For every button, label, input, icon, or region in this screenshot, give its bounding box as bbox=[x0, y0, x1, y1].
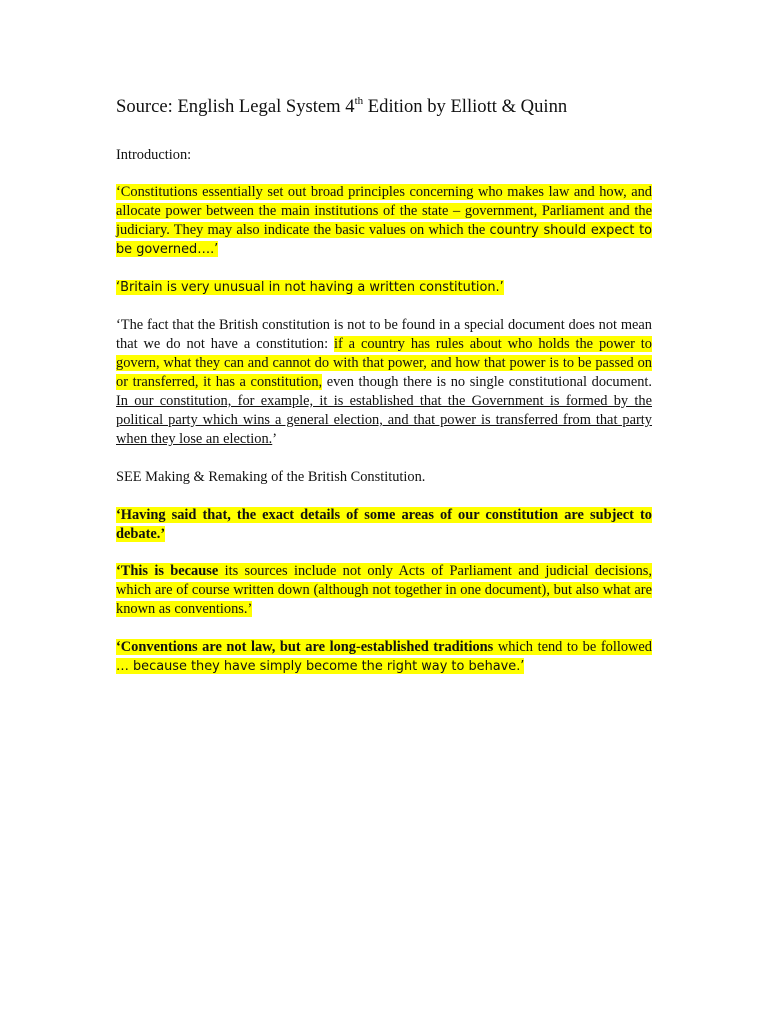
paragraph-having-said bbox=[116, 506, 652, 544]
underlined-government: In our constitution, for example, it is established that the Government is formed by the political party which wins a general election, and that power is transferred from that party when they lose an election. bbox=[116, 393, 652, 447]
title-suffix: Edition by Elliott & Quinn bbox=[363, 96, 568, 117]
paragraph-britain bbox=[116, 278, 652, 297]
highlight-sources bbox=[116, 563, 652, 617]
paragraph-british-constitution bbox=[116, 316, 652, 449]
sources-bold: ‘This is because bbox=[116, 563, 219, 579]
highlight-having-said: ‘Having said that, the exact details of some areas of our constitution are subject to debate.’ bbox=[116, 507, 652, 542]
see-reference: SEE Making & Remaking of the British Constitution. bbox=[116, 469, 426, 485]
conventions-tail: … because they have simply become the right way to behave.’ bbox=[116, 659, 525, 674]
highlight-rules: if a country has rules about who holds the power to govern, what they can and cannot do with that power, and how that power is to be passed on or transferred, it has a constitution, bbox=[116, 336, 652, 390]
source-title bbox=[116, 95, 567, 119]
paragraph-sources bbox=[116, 562, 652, 619]
paragraph-constitutions bbox=[116, 183, 652, 259]
conventions-text: which tend to be followed bbox=[493, 639, 652, 655]
british-constitution-intro: ‘The fact that the British constitution is not to be found in a special document does not mean that we do not have a constitution: bbox=[116, 317, 652, 352]
highlight-conventions bbox=[116, 639, 652, 674]
british-constitution-middle: even though there is no single constitutional document. bbox=[322, 374, 652, 390]
title-prefix: Source: English Legal System 4 bbox=[116, 96, 355, 117]
conventions-bold: ‘Conventions are not law, but are long-established traditions bbox=[116, 639, 494, 655]
highlight-britain: ‘Britain is very unusual in not having a written constitution.’ bbox=[116, 280, 504, 295]
sources-text: its sources include not only Acts of Parliament and judicial decisions, which are of course written down (although not together in one document), but also what are known as conventions.’ bbox=[116, 563, 652, 617]
paragraph-conventions bbox=[116, 638, 652, 676]
constitutions-tail: country should expect to be governed….’ bbox=[116, 223, 653, 257]
introduction-label: Introduction: bbox=[116, 147, 192, 163]
constitutions-text: ‘Constitutions essentially set out broad principles concerning who makes law and how, and allocate power between the main institutions of the state – government, Parliament and the judiciary. They may also indicate the basic values on which the bbox=[116, 184, 652, 238]
highlight-constitutions bbox=[116, 184, 652, 257]
title-superscript: th bbox=[354, 94, 364, 107]
british-constitution-end: ’ bbox=[272, 431, 278, 447]
